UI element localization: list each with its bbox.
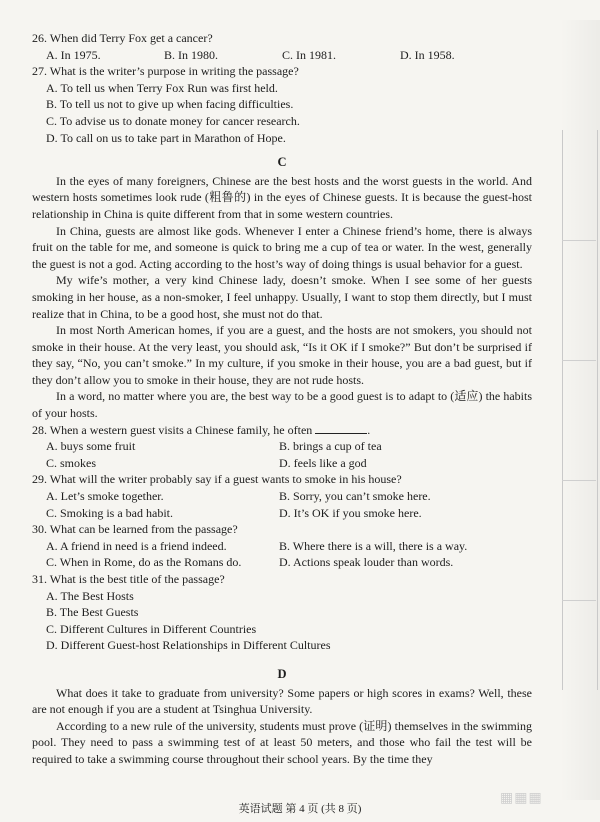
option: A. To tell us when Terry Fox Run was first held. — [46, 80, 278, 95]
option: A. A friend in need is a friend indeed. — [46, 538, 227, 553]
option: A. Let’s smoke together. — [46, 489, 164, 504]
option: B. Sorry, you can’t smoke here. — [279, 489, 431, 504]
side-divider — [562, 240, 596, 241]
side-answer-strip — [562, 130, 598, 690]
option: D. To call on us to take part in Marathon of Hope. — [46, 130, 286, 145]
question-26: 26. When did Terry Fox get a cancer? — [32, 31, 213, 45]
watermark-logo: ▦▦▦ — [500, 790, 543, 806]
question-28-options — [32, 438, 532, 455]
question-28-end: . — [367, 422, 371, 437]
option: A. The Best Hosts — [46, 588, 134, 603]
question-28 — [32, 422, 532, 439]
option: B. Where there is a will, there is a way. — [279, 538, 468, 553]
question-30-options — [32, 554, 532, 571]
option: C. To advise us to donate money for cancer research. — [46, 113, 300, 128]
question-30-options — [32, 538, 532, 555]
option: B. To tell us not to give up when facing difficulties. — [46, 97, 294, 112]
section-c-heading: C — [277, 155, 287, 170]
answer-blank — [315, 423, 367, 434]
question-29: 29. What will the writer probably say if a guest wants to smoke in his house? — [32, 472, 402, 487]
option: C. Smoking is a bad habit. — [46, 505, 173, 520]
option: D. Different Guest-host Relationships in Different Cultures — [46, 638, 331, 653]
question-30: 30. What can be learned from the passage? — [32, 522, 238, 537]
question-29-options — [32, 505, 532, 522]
option: B. The Best Guests — [46, 605, 139, 620]
page-footer: 英语试题 第 4 页 (共 8 页) — [238, 803, 362, 815]
option: B. In 1980. — [164, 47, 218, 62]
section-d-heading: D — [277, 666, 287, 681]
passage-paragraph: In most North American homes, if you are a guest, and the hosts are not smokers, you should not smoke in their house. At the very least, you should ask, “Is it OK if I smoke?” But don’t be surprised if they say, “No, you can’t smoke.” In my culture, if you smoke in their house, you are a bad guest, but if they don’t allow you to smoke in their house, they are not rude hosts. — [32, 323, 532, 387]
side-divider — [562, 360, 596, 361]
option: A. In 1975. — [46, 47, 101, 62]
question-31: 31. What is the best title of the passage? — [32, 572, 225, 586]
option: D. feels like a god — [279, 455, 367, 470]
question-26-options — [32, 47, 532, 64]
question-28-text: 28. When a western guest visits a Chinese family, he often — [32, 422, 313, 437]
option: C. smokes — [46, 455, 97, 470]
passage-paragraph: In a word, no matter where you are, the best way to be a good guest is to adapt to (适应) the habits of your hosts. — [32, 389, 532, 421]
question-27: 27. What is the writer’s purpose in writing the passage? — [32, 64, 299, 79]
passage-paragraph: In China, guests are almost like gods. Whenever I enter a Chinese friend’s home, there is always fruit on the table for me, and someone is quick to bring me a cup of tea or water. In the west, generally the guest is not a god. Acting according to the host’s way of doing things is usual behavior for a guest. — [32, 223, 532, 271]
side-divider — [562, 600, 596, 601]
exam-content — [32, 30, 532, 768]
option: C. In 1981. — [282, 47, 336, 62]
option: D. In 1958. — [400, 47, 455, 62]
option: D. It’s OK if you smoke here. — [279, 505, 422, 520]
passage-paragraph: In the eyes of many foreigners, Chinese are the best hosts and the worst guests in the world. And western hosts sometimes look rude (粗鲁的) in the eyes of Chinese guests. It is because the guest-host relationship in China is quite different from that in some western countries. — [32, 173, 532, 221]
passage-paragraph: What does it take to graduate from university? Some papers or high scores in exams? Well, these are not enough if you are a student at Tsinghua University. — [32, 685, 532, 717]
option: C. Different Cultures in Different Countries — [46, 621, 257, 636]
option: A. buys some fruit — [46, 439, 136, 454]
question-28-options — [32, 455, 532, 472]
option: C. When in Rome, do as the Romans do. — [46, 555, 242, 570]
passage-paragraph: According to a new rule of the university, students must prove (证明) themselves in the swimming pool. They need to pass a swimming test of at least 50 meters, and those who fail the test will be required to take a swimming course throughout their school years. By the time they — [32, 718, 532, 766]
question-29-options — [32, 488, 532, 505]
side-divider — [562, 480, 596, 481]
option: D. Actions speak louder than words. — [279, 555, 454, 570]
passage-paragraph: My wife’s mother, a very kind Chinese lady, doesn’t smoke. When I see some of her guests smoking in her house, as a non-smoker, I feel unhappy. Usually, I want to stop them directly, but I must realize that in China, to be a good host, she must not do that. — [32, 273, 532, 321]
option: B. brings a cup of tea — [279, 439, 382, 454]
